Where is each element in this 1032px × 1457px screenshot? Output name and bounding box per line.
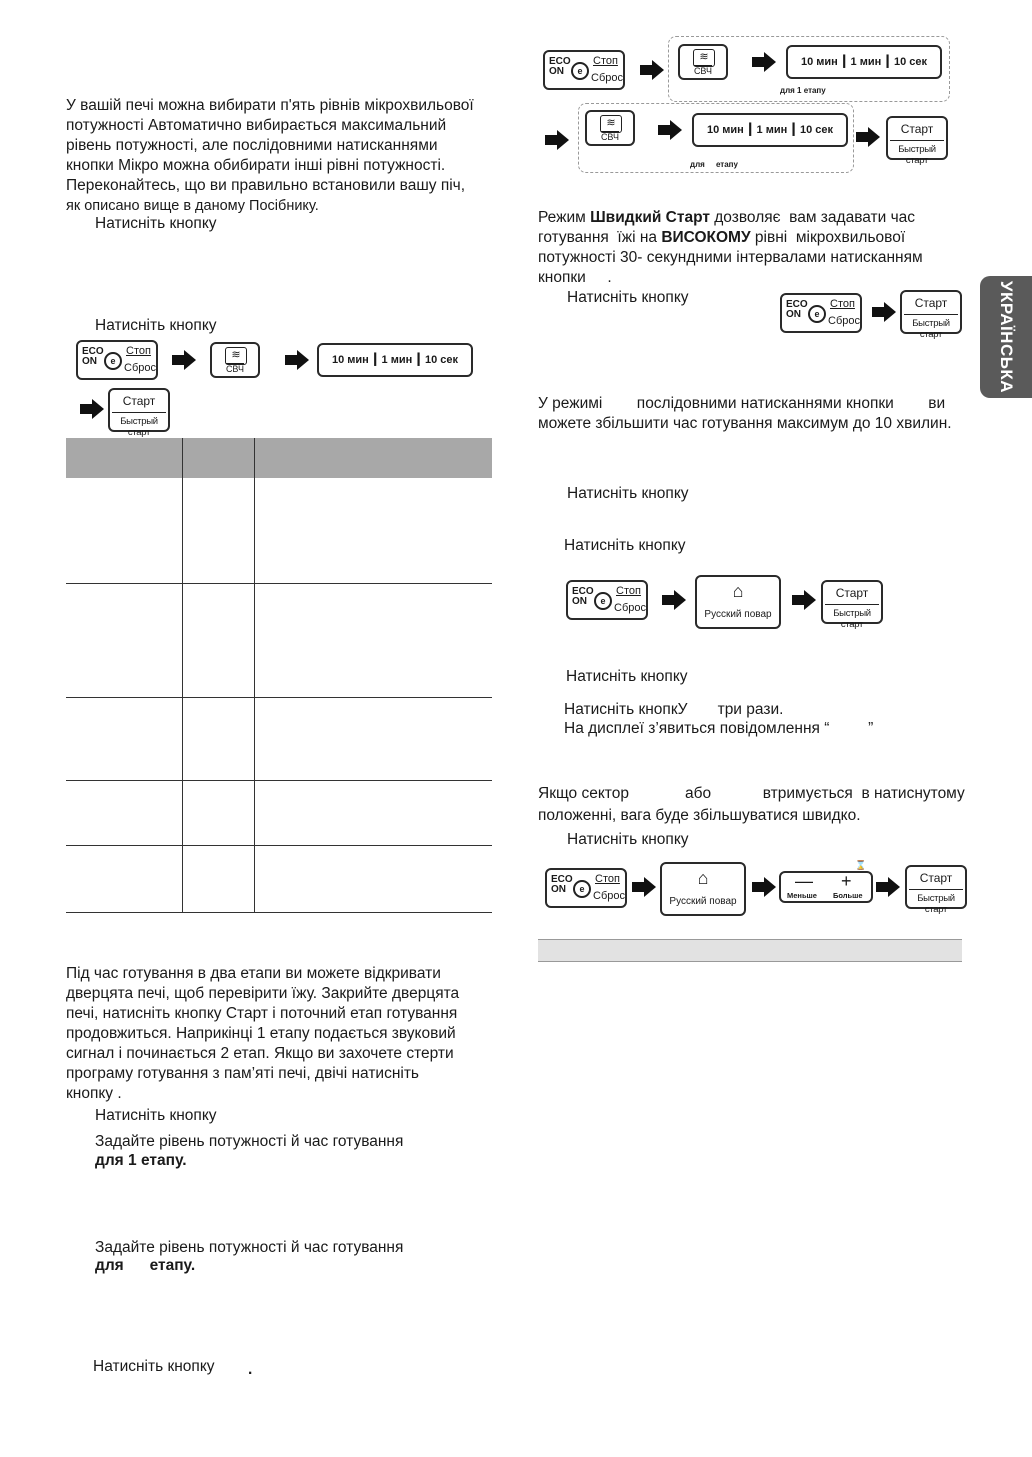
russian-chef-key[interactable] — [660, 862, 746, 916]
eco-on-label: ECO ON — [549, 56, 571, 77]
two-stage-line: печі, натисніть кнопку Старт і поточний етап готування — [66, 1005, 458, 1022]
mode-paragraph — [538, 394, 970, 434]
weight-icon: ⌛ — [855, 860, 867, 870]
table-row — [66, 780, 492, 781]
table-divider — [254, 438, 255, 912]
microwave-icon: ≋ — [693, 49, 715, 67]
eco-icon: e — [594, 592, 612, 610]
russian-chef-key[interactable] — [695, 575, 781, 629]
step-set-stage2-bold: для етапу. — [95, 1257, 196, 1274]
start-key[interactable] — [821, 580, 883, 630]
step-press-button: Натисніть кнопку — [564, 537, 686, 554]
microwave-label: СВЧ — [225, 364, 245, 374]
chef-hat-icon: ⌂ — [697, 868, 709, 888]
microwave-label: СВЧ — [693, 66, 713, 76]
step-set-stage1-bold: для 1 етапу. — [95, 1152, 187, 1169]
language-tab: УКРАЇНСЬКА — [980, 276, 1032, 398]
reset-label: Сброс — [591, 72, 623, 84]
step-press-button: Натисніть кнопку — [95, 1107, 217, 1124]
step-press-three-times: Натисніть кнопкУ три рази. — [564, 701, 784, 718]
two-stage-line: Під час готування в два етапи ви можете відкривати — [66, 965, 441, 982]
quick-line: кнопки . — [538, 269, 612, 286]
start-label: Старт — [122, 394, 156, 408]
mode-line: можете збільшити час готування максимум до 10 хвилин. — [538, 415, 952, 432]
power-table-header — [66, 438, 492, 478]
quick-start-paragraph — [538, 208, 968, 288]
minus-icon: — — [795, 871, 813, 891]
eco-on-label: ECO ON — [786, 299, 808, 320]
eco-icon: e — [104, 352, 122, 370]
period-mark: . — [248, 1361, 253, 1378]
quick-line: готування їжі на ВИСОКОМУ рівні мікрохвильової — [538, 229, 906, 246]
two-stage-line: продовжиться. Наприкінці 1 етапу подається звуковий — [66, 1025, 456, 1042]
eco-icon: e — [573, 880, 591, 898]
mode-line: У режимі послідовними натисканнями кнопки ви — [538, 395, 946, 412]
step-press-button: Натисніть кнопку — [566, 668, 688, 685]
quick-line: Режим Швидкий Старт дозволяє вам задавати час — [538, 209, 916, 226]
start-key[interactable] — [886, 116, 948, 166]
less-label: Меньше — [787, 891, 817, 900]
quick-line: потужності 30- секундними інтервалами натисканням — [538, 249, 923, 266]
eco-stop-reset-key[interactable] — [543, 50, 625, 90]
table-row — [66, 912, 492, 913]
microwave-key[interactable] — [678, 44, 728, 80]
two-stage-line: сигнал і починається 2 етап. Якщо ви захочете стерти — [66, 1045, 454, 1062]
intro-line: потужності Автоматично вибирається максимальний — [66, 117, 447, 134]
hold-line: Якщо сектор або втримується в натиснутому — [538, 785, 965, 802]
reset-label: Сброс — [124, 362, 156, 374]
microwave-key[interactable] — [210, 342, 260, 378]
intro-line: кнопки Мікро можна обибирати інші рівні потужності. — [66, 157, 446, 174]
step-press-button: Натисніть кнопку — [95, 215, 217, 232]
eco-stop-reset-key[interactable] — [566, 580, 648, 620]
microwave-icon: ≋ — [225, 347, 247, 365]
eco-icon: e — [808, 305, 826, 323]
quick-start-label: Быстрый старт — [909, 889, 963, 915]
table-row — [66, 697, 492, 698]
intro-line: Переконайтесь, що ви правильно встановили вашу піч, — [66, 177, 466, 194]
start-label: Старт — [900, 122, 934, 136]
less-more-key[interactable] — [779, 871, 873, 903]
stop-label: Стоп — [595, 873, 620, 885]
microwave-icon: ≋ — [600, 115, 622, 133]
start-label: Старт — [919, 871, 953, 885]
stop-label: Стоп — [830, 298, 855, 310]
two-stage-line: програму готування з пам’яті печі, двічі натисніть — [66, 1065, 420, 1082]
plus-icon: + — [841, 871, 852, 891]
time-keys[interactable]: 10 мин ┃ 1 мин ┃ 10 сек — [786, 45, 942, 79]
stop-label: Стоп — [126, 345, 151, 357]
quick-start-label: Быстрый старт — [112, 412, 166, 438]
step-set-stage2: Задайте рівень потужності й час готування — [95, 1239, 404, 1256]
start-key[interactable] — [905, 865, 967, 915]
reset-label: Сброс — [614, 602, 646, 614]
step-press-button: Натисніть кнопку — [93, 1358, 215, 1375]
hold-paragraph — [538, 784, 978, 826]
two-stage-paragraph — [66, 964, 506, 1104]
stop-label: Стоп — [616, 585, 641, 597]
reset-label: Сброс — [828, 315, 860, 327]
time-keys[interactable]: 10 мин ┃ 1 мин ┃ 10 сек — [317, 343, 473, 377]
step-press-button: Натисніть кнопку — [95, 317, 217, 334]
more-label: Больше — [833, 891, 863, 900]
display-message-line: На дисплеї з’явиться повідомлення “ ” — [564, 720, 874, 737]
eco-on-label: ECO ON — [572, 586, 594, 607]
chef-hat-icon: ⌂ — [732, 581, 744, 601]
table-row — [66, 583, 492, 584]
reset-label: Сброс — [593, 890, 625, 902]
eco-on-label: ECO ON — [82, 346, 104, 367]
start-key[interactable] — [108, 388, 170, 438]
start-label: Старт — [914, 296, 948, 310]
start-key[interactable] — [900, 290, 962, 340]
step-press-button: Натисніть кнопку — [567, 485, 689, 502]
intro-line: У вашій печі можна вибирати п'ять рівнів мікрохвильової — [66, 97, 474, 114]
quick-start-label: Быстрый старт — [825, 604, 879, 630]
eco-stop-reset-key[interactable] — [545, 868, 627, 908]
table-divider — [182, 438, 183, 912]
step-press-button: Натисніть кнопку — [567, 289, 689, 306]
start-label: Старт — [835, 586, 869, 600]
two-stage-line: дверцята печі, щоб перевірити їжу. Закрийте дверцята — [66, 985, 460, 1002]
russian-chef-label: Русский повар — [704, 609, 772, 620]
quick-start-label: Быстрый старт — [904, 314, 958, 340]
step-set-stage1: Задайте рівень потужності й час готування — [95, 1133, 404, 1150]
eco-icon: e — [571, 62, 589, 80]
russian-chef-label: Русский повар — [669, 896, 737, 907]
eco-on-label: ECO ON — [551, 874, 573, 895]
microwave-key[interactable] — [585, 110, 635, 146]
table-header-bar — [538, 939, 962, 962]
eco-stop-reset-key[interactable] — [76, 340, 158, 380]
two-stage-line: кнопку . — [66, 1085, 122, 1102]
intro-line: рівень потужності, але послідовними натисканнями — [66, 137, 438, 154]
stage2-note: для етапу — [690, 160, 738, 169]
microwave-label: СВЧ — [600, 132, 620, 142]
stage1-note: для 1 етапу — [780, 86, 826, 95]
time-keys[interactable]: 10 мин ┃ 1 мин ┃ 10 сек — [692, 113, 848, 147]
eco-stop-reset-key[interactable] — [780, 293, 862, 333]
intro-paragraph — [66, 96, 506, 216]
intro-line: як описано вище в даному Посібнику. — [66, 198, 319, 214]
table-row — [66, 845, 492, 846]
hold-line: положенні, вага буде збільшуватися швидко. — [538, 807, 861, 824]
quick-start-label: Быстрый старт — [890, 140, 944, 166]
step-press-button: Натисніть кнопку — [567, 831, 689, 848]
stop-label: Стоп — [593, 55, 618, 67]
